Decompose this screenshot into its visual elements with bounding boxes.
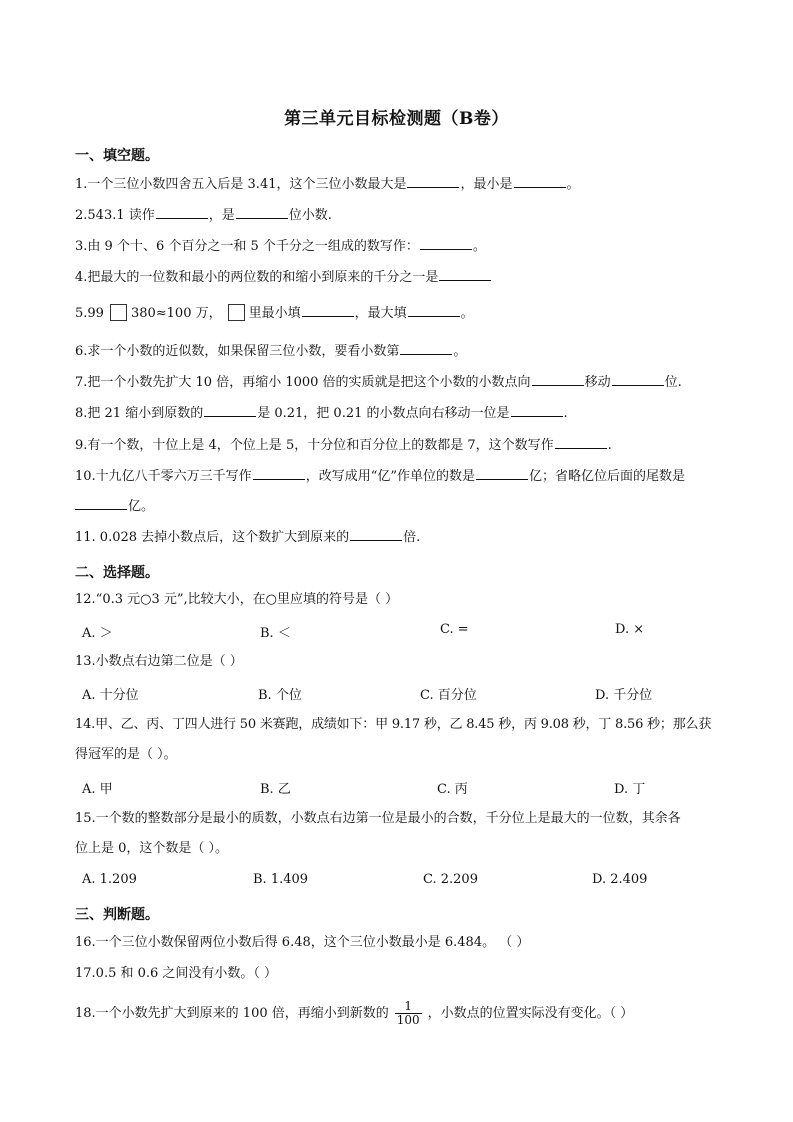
q14-option-c: C. 丙 <box>437 782 468 797</box>
q4-blank <box>439 268 491 281</box>
q2-text-b: ，是 <box>208 208 235 223</box>
question-8 <box>75 404 568 423</box>
q1-blank-min <box>514 175 566 188</box>
q10-text-b: ，改写成用“亿”作单位的数是 <box>305 469 475 484</box>
q10-blank-yi <box>476 467 528 480</box>
question-9 <box>75 436 612 455</box>
question-17: 17.0.5 和 0.6 之间没有小数。（ ） <box>75 966 278 981</box>
question-4 <box>75 268 492 287</box>
q8-text-c: . <box>563 406 568 421</box>
q15-option-c: C. 2.209 <box>423 872 478 887</box>
q10-blank-approx <box>75 497 127 510</box>
q5-text-e: 。 <box>460 306 474 321</box>
question-14-cont: 得冠军的是（ ）。 <box>75 747 177 762</box>
q12-option-c: C. = <box>440 622 469 637</box>
q1-text-c: 。 <box>566 177 580 192</box>
q10-text-c: 亿；省略亿位后面的尾数是 <box>528 469 685 484</box>
q6-text-b: 。 <box>453 344 467 359</box>
question-14: 14.甲、乙、丙、丁四人进行 50 米赛跑，成绩如下：甲 9.17 秒，乙 8.45 秒，丙 9.08 秒，丁 8.56 秒；那么获 <box>75 717 712 732</box>
q5-square-box <box>110 304 127 321</box>
q7-text: 7.把一个小数先扩大 10 倍，再缩小 1000 倍的实质就是把这个小数的小数点向 <box>75 375 531 390</box>
q10-blank-write <box>253 467 305 480</box>
q5-text-d: ，最大填 <box>354 306 407 321</box>
q9-text-b: . <box>607 438 612 453</box>
question-18 <box>75 1000 633 1027</box>
question-10 <box>75 467 685 486</box>
q14-option-a: A. 甲 <box>82 782 113 797</box>
q8-text: 8.把 21 缩小到原数的 <box>75 406 204 421</box>
q5-text: 5.99 <box>75 306 104 321</box>
question-7 <box>75 373 682 392</box>
q6-text: 6.求一个小数的近似数，如果保留三位小数，要看小数第 <box>75 344 400 359</box>
q10-text: 10.十九亿八千零六万三千写作 <box>75 469 252 484</box>
q5-blank-max <box>408 304 460 317</box>
q13-option-b: B. 个位 <box>258 688 302 703</box>
question-16: 16.一个三位小数保留两位小数后得 6.48，这个三位小数最小是 6.484。 （ ） <box>75 935 530 950</box>
q1-blank-max <box>407 175 459 188</box>
q12-option-b: B. ＜ <box>260 626 291 641</box>
q5-square-box-2 <box>228 304 245 321</box>
q13-option-a: A. 十分位 <box>82 688 139 703</box>
q18-fraction-numerator: 1 <box>395 1000 422 1014</box>
q8-blank-result <box>511 404 563 417</box>
question-12: 12.“0.3 元○3 元”,比较大小，在○里应填的符号是（ ） <box>75 592 399 607</box>
question-5 <box>75 304 474 323</box>
q11-text-b: 倍. <box>403 530 421 545</box>
question-10-cont <box>75 497 154 516</box>
q6-blank <box>400 342 452 355</box>
q3-blank <box>420 237 472 250</box>
q18-text: 18.一个小数先扩大到原来的 100 倍，再缩小到新数的 <box>75 1006 389 1021</box>
q1-text-b: ，最小是 <box>460 177 513 192</box>
section-heading-judge: 三、判断题。 <box>75 907 159 923</box>
q5-text-c: 里最小填 <box>248 306 301 321</box>
q7-blank-places <box>612 373 664 386</box>
q2-text-c: 位小数. <box>288 208 332 223</box>
q2-blank-digits <box>236 206 288 219</box>
q13-option-d: D. 千分位 <box>595 688 653 703</box>
q14-option-b: B. 乙 <box>260 782 291 797</box>
q4-text: 4.把最大的一位数和最小的两位数的和缩小到原来的千分之一是 <box>75 270 439 285</box>
question-1 <box>75 175 580 194</box>
question-11 <box>75 528 420 547</box>
q18-fraction-denominator: 100 <box>396 1013 420 1027</box>
q18-fraction <box>395 1000 422 1027</box>
q9-text: 9.有一个数，十位上是 4，个位上是 5，十分位和百分位上的数都是 7，这个数写作 <box>75 438 554 453</box>
page-title: 第三单元目标检测题（B卷） <box>284 109 509 129</box>
q15-option-a: A. 1.209 <box>82 872 137 887</box>
q14-option-d: D. 丁 <box>614 782 646 797</box>
q3-text-b: 。 <box>472 239 486 254</box>
q18-text-b: ，小数点的位置实际没有变化。（ ） <box>427 1006 634 1021</box>
question-6 <box>75 342 466 361</box>
question-15: 15.一个数的整数部分是最小的质数，小数点右边第一位是最小的合数，千分位上是最大的一位数，其余各 <box>75 811 681 826</box>
q7-blank-direction <box>532 373 584 386</box>
q3-text: 3.由 9 个十、6 个百分之一和 5 个千分之一组成的数写作： <box>75 239 419 254</box>
q12-option-d: D. × <box>615 622 645 637</box>
q7-text-c: 位. <box>664 375 682 390</box>
q11-blank <box>350 528 402 541</box>
q2-text: 2.543.1 读作 <box>75 208 155 223</box>
q11-text: 11. 0.028 去掉小数点后，这个数扩大到原来的 <box>75 530 350 545</box>
q12-option-a: A. ＞ <box>82 626 113 641</box>
section-heading-choice: 二、选择题。 <box>75 565 159 581</box>
q10-text-d: 亿。 <box>128 499 155 514</box>
question-3 <box>75 237 486 256</box>
q9-blank <box>555 436 607 449</box>
q5-blank-min <box>302 304 354 317</box>
question-15-cont: 位上是 0，这个数是（ ）。 <box>75 841 229 856</box>
q5-text-b: 380≈100 万， <box>130 306 222 321</box>
section-heading-fill-blank: 一、填空题。 <box>75 148 159 164</box>
question-13: 13.小数点右边第二位是（ ） <box>75 654 243 669</box>
q7-text-b: 移动 <box>584 375 611 390</box>
q15-option-d: D. 2.409 <box>592 872 648 887</box>
q8-blank-fraction <box>204 404 256 417</box>
q13-option-c: C. 百分位 <box>420 688 477 703</box>
q8-text-b: 是 0.21，把 0.21 的小数点向右移动一位是 <box>257 406 510 421</box>
q2-blank-read <box>156 206 208 219</box>
question-2 <box>75 206 332 225</box>
q15-option-b: B. 1.409 <box>253 872 309 887</box>
q1-text: 1.一个三位小数四舍五入后是 3.41，这个三位小数最大是 <box>75 177 407 192</box>
